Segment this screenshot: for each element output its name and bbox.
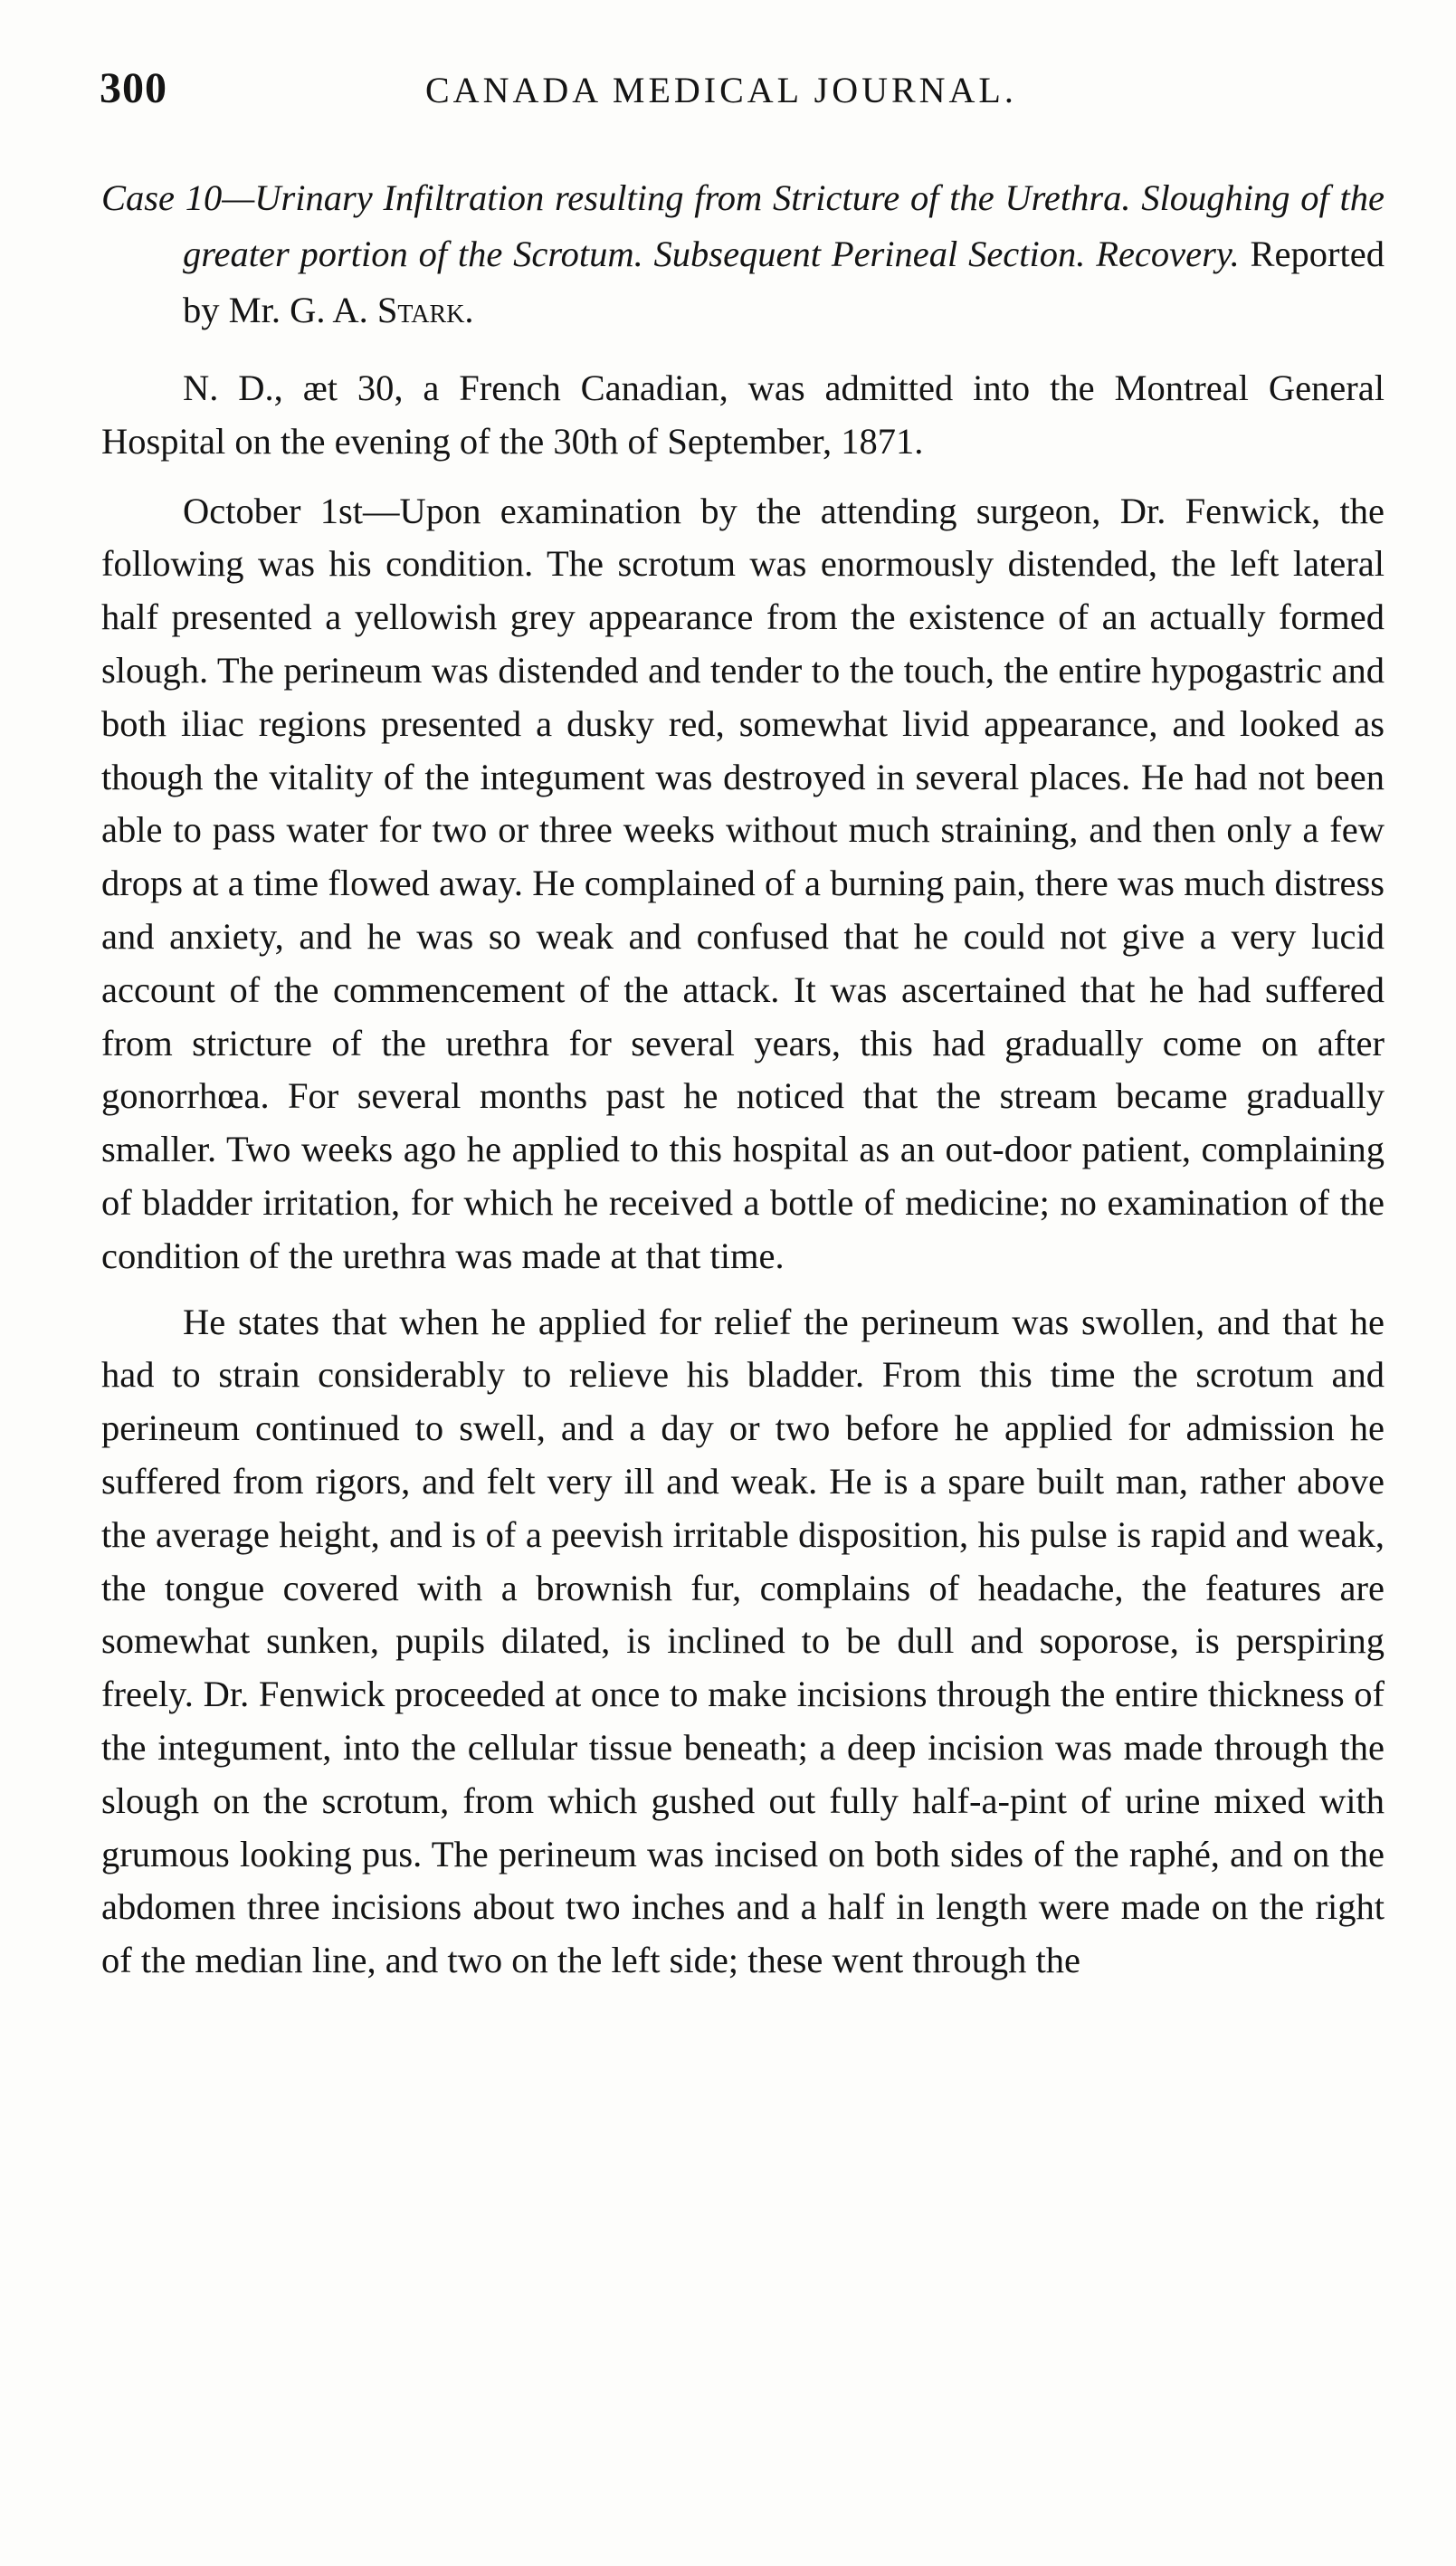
- case-heading: [101, 170, 1385, 339]
- reporter-name: Stark.: [376, 290, 474, 330]
- reported-by: Reported by Mr. G. A.: [183, 234, 1385, 330]
- running-head: [100, 63, 1385, 127]
- case-label: Case 10—: [101, 177, 255, 218]
- examination-paragraph: October 1st—Upon examination by the attending surgeon, Dr. Fenwick, the following was his condition. The scrotum was enormously distended, the left lateral half presented a yellowish grey appearance from the existence of an actually formed slough. The perineum was distended and tender to the touch, the entire hypogastric and both iliac regions presented a dusky red, somewhat livid appearance, and looked as though the vitality of the integument was destroyed in several places. He had not been able to pass water for two or three weeks without much straining, and then only a few drops at a time flowed away. He complained of a burning pain, there was much distress and anxiety, and he was so weak and confused that he could not give a very lucid account of the commencement of the attack. It was ascertained that he had suffered from stricture of the urethra for several years, this had gradually come on after gonorrhœa. For several months past he noticed that the stream became gradually smaller. Two weeks ago he applied to this hospital as an out-door patient, complaining of bladder irritation, for which he received a bottle of medicine; no examination of the condition of the urethra was made at that time.: [101, 490, 1385, 1276]
- page-number: 300: [100, 64, 167, 112]
- case-title: Urinary Infiltration resulting from Stricture of the Urethra. Sloughing of the greater portion of the Scrotum. Subsequent Perineal Section. Recovery.: [183, 177, 1385, 274]
- journal-title: CANADA MEDICAL JOURNAL.: [425, 70, 1017, 110]
- article-body: [101, 170, 1385, 1988]
- history-paragraph: He states that when he applied for relief the perineum was swollen, and that he had to strain considerably to relieve his bladder. From this time the scrotum and perineum continued to swell, and a day or two before he applied for admission he suffered from rigors, and felt very ill and weak. He is a spare built man, rather above the average height, and is of a peevish irritable disposition, his pulse is rapid and weak, the tongue covered with a brownish fur, complains of headache, the features are somewhat sunken, pupils dilated, is inclined to be dull and soporose, is perspiring freely. Dr. Fenwick proceeded at once to make incisions through the entire thickness of the integument, into the cellular tissue beneath; a deep incision was made through the slough on the scrotum, from which gushed out fully half-a-pint of urine mixed with grumous looking pus. The perineum was incised on both sides of the raphé, and on the abdomen three incisions about two inches and a half in length were made on the right of the median line, and two on the left side; these went through the: [101, 1301, 1385, 1981]
- admission-paragraph: N. D., æt 30, a French Canadian, was admitted into the Montreal General Hospital on the evening of the 30th of September, 1871.: [101, 367, 1385, 462]
